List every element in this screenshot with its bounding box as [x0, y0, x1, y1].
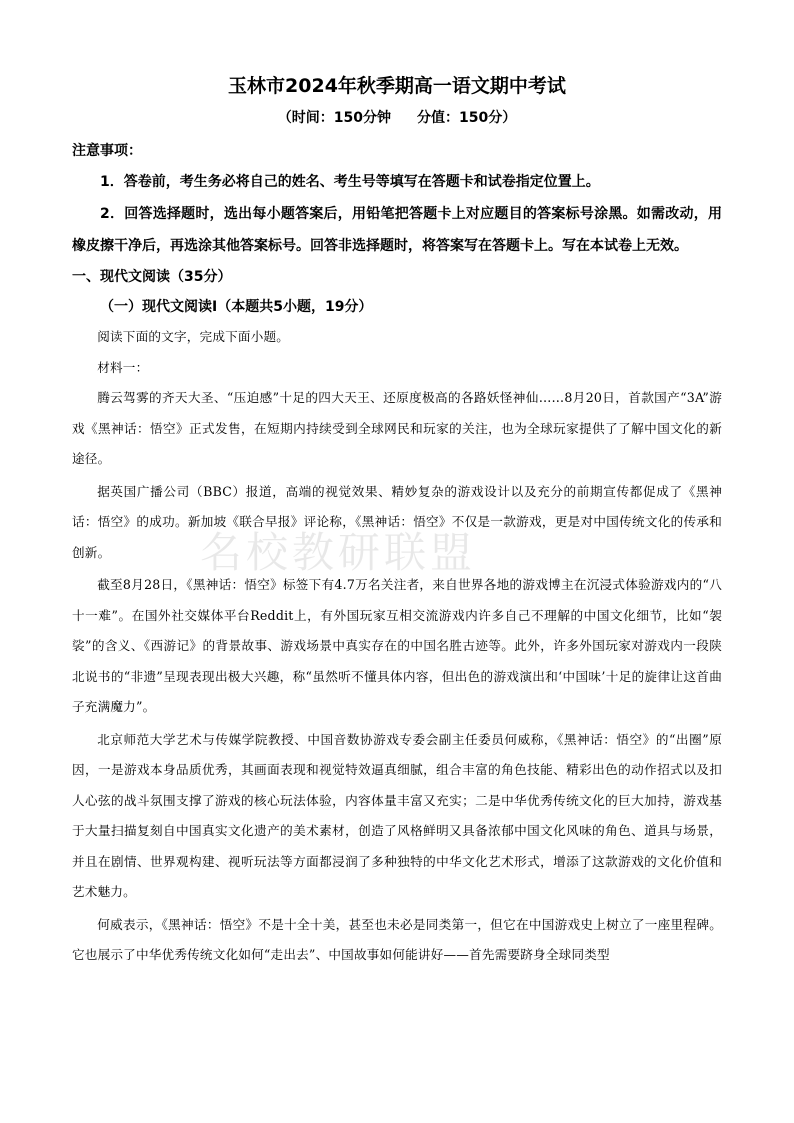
exam-time: （时间：150分钟: [277, 110, 391, 126]
paragraph-2: 据英国广播公司（BBC）报道，高端的视觉效果、精妙复杂的游戏设计以及充分的前期宣传都促成了《黑神话：悟空》的成功。新加坡《联合早报》评论称，《黑神话：悟空》不仅是一款游戏，更是对中国传统文化的传承和创新。: [72, 483, 722, 560]
paragraph-5: 何威表示，《黑神话：悟空》不是十全十美，甚至也未必是同类第一，但它在中国游戏史上树立了一座里程碑。它也展示了中华优秀传统文化如何“走出去”、中国故事如何能讲好——首先需要跻身全球同类型: [72, 916, 722, 962]
paragraph-3: 截至8月28日，《黑神话：悟空》标签下有4.7万名关注者，来自世界各地的游戏博主在沉浸式体验游戏内的“八十一难”。在国外社交媒体平台Reddit上，有外国玩家互相交流游戏内许多自己不理解的中国文化细节，比如“袈裟”的含义、《西游记》的背景故事、游戏场景中真实存在的中国名胜古迹等。此外，许多外国玩家对游戏内一段陕北说书的“非遗”呈现表现出极大兴趣，称“虽然听不懂具体内容，但出色的游戏演出和‘中国味’十足的旋律让这首曲子充满魔力”。: [72, 577, 722, 714]
reading-instruction: 阅读下面的文字，完成下面小题。: [97, 329, 290, 344]
exam-meta: [72, 106, 722, 130]
subsection-heading: （一）现代文阅读Ⅰ（本题共5小题，19分）: [100, 299, 373, 315]
exam-score: 分值：150分）: [417, 110, 517, 126]
exam-title: 玉林市2024年秋季期高一语文期中考试: [228, 75, 566, 97]
notice-item-1: 1．答卷前，考生务必将自己的姓名、考生号等填写在答题卡和试卷指定位置上。: [100, 174, 600, 190]
section-heading: 一、现代文阅读（35分）: [72, 269, 232, 285]
notice-item-2: 2．回答选择题时，选出每小题答案后，用铅笔把答题卡上对应题目的答案标号涂黑。如需改动，用橡皮擦干净后，再选涂其他答案标号。回答非选择题时，将答案写在答题卡上。写在本试卷上无效。: [72, 206, 722, 254]
material-label: 材料一：: [97, 359, 149, 375]
paragraph-4: 北京师范大学艺术与传媒学院教授、中国音数协游戏专委会副主任委员何威称，《黑神话：悟空》的“出圈”原因，一是游戏本身品质优秀，其画面表现和视觉特效逼真细腻，组合丰富的角色技能、精彩出色的动作招式以及扣人心弦的战斗氛围支撑了游戏的核心玩法体验，内容体量丰富又充实；二是中华优秀传统文化的巨大加持，游戏基于大量扫描复刻自中国真实文化遗产的美术素材，创造了风格鲜明又具备浓郁中国文化风味的角色、道具与场景，并且在剧情、世界观构建、视听玩法等方面都浸润了多种独特的中华文化艺术形式，增添了这款游戏的文化价值和艺术魅力。: [72, 731, 722, 899]
paragraph-1: 腾云驾雾的齐天大圣、“压迫感”十足的四大天王、还原度极高的各路妖怪神仙……8月20日，首款国产“3A”游戏《黑神话：悟空》正式发售，在短期内持续受到全球网民和玩家的关注，也为全球玩家提供了了解中国文化的新途径。: [72, 390, 722, 466]
notice-heading: 注意事项：: [72, 143, 142, 159]
watermark: 名校教研联盟: [200, 528, 477, 577]
exam-page: [72, 68, 722, 971]
